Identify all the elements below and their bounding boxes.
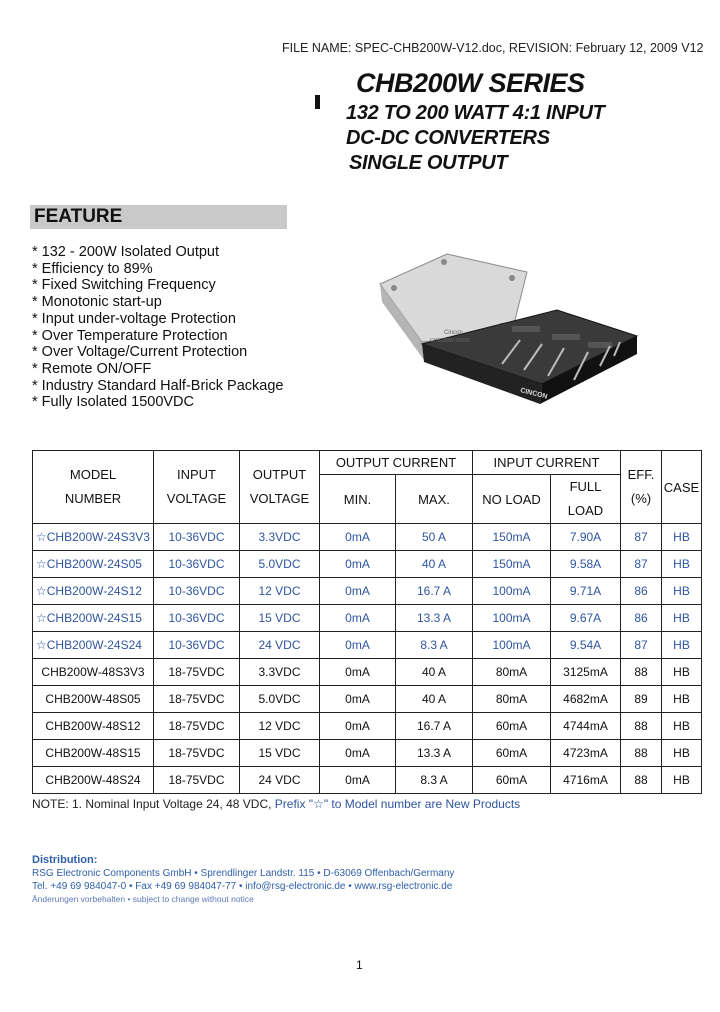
cell-no-load: 150mA bbox=[473, 551, 551, 578]
cell-eff: 87 bbox=[621, 551, 662, 578]
table-row bbox=[33, 686, 702, 713]
table-row bbox=[33, 524, 702, 551]
cell-case: HB bbox=[662, 767, 702, 794]
cell-full-load: 9.71A bbox=[551, 578, 621, 605]
header-min: MIN. bbox=[320, 475, 396, 524]
cell-no-load: 80mA bbox=[473, 686, 551, 713]
table-note bbox=[32, 797, 520, 811]
cell-model: CHB200W-48S3V3 bbox=[33, 659, 154, 686]
cell-input-voltage: 10-36VDC bbox=[154, 551, 240, 578]
cell-case: HB bbox=[662, 686, 702, 713]
cell-max-current: 40 A bbox=[396, 659, 473, 686]
cell-model: ☆CHB200W-24S12 bbox=[33, 578, 154, 605]
distribution-block bbox=[32, 854, 454, 906]
cell-max-current: 13.3 A bbox=[396, 740, 473, 767]
distribution-disclaimer: Änderungen vorbehalten • subject to change without notice bbox=[32, 894, 254, 904]
cell-max-current: 40 A bbox=[396, 686, 473, 713]
spec-table bbox=[32, 450, 702, 794]
cell-no-load: 100mA bbox=[473, 578, 551, 605]
cell-output-voltage: 12 VDC bbox=[240, 578, 320, 605]
feature-item: * Remote ON/OFF bbox=[32, 360, 152, 377]
table-row bbox=[33, 605, 702, 632]
cell-model: CHB200W-48S24 bbox=[33, 767, 154, 794]
cell-full-load: 9.58A bbox=[551, 551, 621, 578]
table-row bbox=[33, 578, 702, 605]
distribution-heading: Distribution: bbox=[32, 854, 98, 866]
cell-output-voltage: 15 VDC bbox=[240, 605, 320, 632]
cell-input-voltage: 10-36VDC bbox=[154, 524, 240, 551]
cell-max-current: 8.3 A bbox=[396, 632, 473, 659]
header-model: MODEL NUMBER bbox=[33, 451, 154, 524]
cell-case: HB bbox=[662, 659, 702, 686]
cell-case: HB bbox=[662, 551, 702, 578]
series-title: CHB200W SERIES bbox=[356, 68, 585, 98]
cell-input-voltage: 18-75VDC bbox=[154, 659, 240, 686]
cell-input-voltage: 10-36VDC bbox=[154, 632, 240, 659]
cell-min-current: 0mA bbox=[320, 686, 396, 713]
feature-item: * Fully Isolated 1500VDC bbox=[32, 394, 194, 411]
feature-heading: FEATURE bbox=[30, 205, 287, 229]
table-row bbox=[33, 659, 702, 686]
cell-no-load: 80mA bbox=[473, 659, 551, 686]
feature-item: * 132 - 200W Isolated Output bbox=[32, 244, 219, 260]
cell-output-voltage: 15 VDC bbox=[240, 740, 320, 767]
header-output-current: OUTPUT CURRENT bbox=[320, 451, 473, 475]
feature-item: * Over Temperature Protection bbox=[32, 327, 228, 344]
header-max: MAX. bbox=[396, 475, 473, 524]
feature-item: * Over Voltage/Current Protection bbox=[32, 344, 248, 361]
table-row bbox=[33, 767, 702, 794]
header-full-load: FULL LOAD bbox=[551, 475, 621, 524]
cell-output-voltage: 5.0VDC bbox=[240, 551, 320, 578]
subtitle-line-2: DC-DC CONVERTERS bbox=[346, 127, 550, 149]
cell-input-voltage: 18-75VDC bbox=[154, 740, 240, 767]
header-input-current: INPUT CURRENT bbox=[473, 451, 621, 475]
page-number: 1 bbox=[356, 958, 363, 972]
cell-case: HB bbox=[662, 578, 702, 605]
feature-item: * Fixed Switching Frequency bbox=[32, 277, 216, 294]
cell-full-load: 4716mA bbox=[551, 767, 621, 794]
cell-full-load: 7.90A bbox=[551, 524, 621, 551]
cell-min-current: 0mA bbox=[320, 767, 396, 794]
cell-full-load: 4744mA bbox=[551, 713, 621, 740]
cell-max-current: 8.3 A bbox=[396, 767, 473, 794]
cell-model: CHB200W-48S15 bbox=[33, 740, 154, 767]
header-case: CASE bbox=[662, 451, 702, 524]
header-no-load: NO LOAD bbox=[473, 475, 551, 524]
cell-eff: 88 bbox=[621, 713, 662, 740]
header-output-voltage: OUTPUT VOLTAGE bbox=[240, 451, 320, 524]
cell-no-load: 60mA bbox=[473, 740, 551, 767]
cell-model: ☆CHB200W-24S3V3 bbox=[33, 524, 154, 551]
cell-min-current: 0mA bbox=[320, 524, 396, 551]
cell-max-current: 50 A bbox=[396, 524, 473, 551]
cell-model: CHB200W-48S05 bbox=[33, 686, 154, 713]
header-eff: EFF. (%) bbox=[621, 451, 662, 524]
cell-input-voltage: 10-36VDC bbox=[154, 605, 240, 632]
cell-eff: 88 bbox=[621, 659, 662, 686]
feature-item: * Monotonic start-up bbox=[32, 294, 162, 311]
cell-eff: 89 bbox=[621, 686, 662, 713]
subtitle-line-3: SINGLE OUTPUT bbox=[349, 152, 508, 174]
cell-output-voltage: 3.3VDC bbox=[240, 659, 320, 686]
feature-item: * Industry Standard Half-Brick Package bbox=[32, 377, 284, 394]
cell-input-voltage: 18-75VDC bbox=[154, 686, 240, 713]
cell-output-voltage: 12 VDC bbox=[240, 713, 320, 740]
file-name: FILE NAME: SPEC-CHB200W-V12.doc, REVISION: February 12, 2009 V12 bbox=[282, 41, 704, 55]
cell-eff: 87 bbox=[621, 632, 662, 659]
cell-case: HB bbox=[662, 605, 702, 632]
cell-min-current: 0mA bbox=[320, 740, 396, 767]
distribution-address: RSG Electronic Components GmbH • Sprendlinger Landstr. 115 • D-63069 Offenbach/Germany bbox=[32, 868, 455, 879]
cell-no-load: 150mA bbox=[473, 524, 551, 551]
cell-full-load: 9.67A bbox=[551, 605, 621, 632]
cell-case: HB bbox=[662, 740, 702, 767]
cell-min-current: 0mA bbox=[320, 659, 396, 686]
cell-max-current: 16.7 A bbox=[396, 578, 473, 605]
cell-min-current: 0mA bbox=[320, 578, 396, 605]
cell-case: HB bbox=[662, 713, 702, 740]
table-row bbox=[33, 740, 702, 767]
cell-full-load: 4682mA bbox=[551, 686, 621, 713]
table-row bbox=[33, 713, 702, 740]
feature-item: * Efficiency to 89% bbox=[32, 260, 153, 277]
title-marker bbox=[315, 95, 320, 109]
table-row bbox=[33, 551, 702, 578]
module-label-model: CHB200W-24S05 bbox=[430, 338, 470, 344]
cell-min-current: 0mA bbox=[320, 605, 396, 632]
cell-min-current: 0mA bbox=[320, 632, 396, 659]
cell-max-current: 13.3 A bbox=[396, 605, 473, 632]
cell-min-current: 0mA bbox=[320, 713, 396, 740]
cell-case: HB bbox=[662, 632, 702, 659]
cell-output-voltage: 24 VDC bbox=[240, 767, 320, 794]
cell-no-load: 60mA bbox=[473, 767, 551, 794]
module-label-brand: Cincon bbox=[444, 330, 463, 336]
cell-model: ☆CHB200W-24S05 bbox=[33, 551, 154, 578]
cell-eff: 88 bbox=[621, 767, 662, 794]
cell-input-voltage: 10-36VDC bbox=[154, 578, 240, 605]
table-row bbox=[33, 632, 702, 659]
cell-output-voltage: 5.0VDC bbox=[240, 686, 320, 713]
cell-full-load: 9.54A bbox=[551, 632, 621, 659]
feature-item: * Input under-voltage Protection bbox=[32, 310, 236, 327]
distribution-contact: Tel. +49 69 984047-0 • Fax +49 69 984047-77 • info@rsg-electronic.de • www.rsg-electronic.de bbox=[32, 881, 453, 892]
cell-no-load: 100mA bbox=[473, 632, 551, 659]
header-input-voltage: INPUT VOLTAGE bbox=[154, 451, 240, 524]
note-text: NOTE: 1. Nominal Input Voltage 24, 48 VDC, bbox=[32, 797, 275, 811]
cell-output-voltage: 3.3VDC bbox=[240, 524, 320, 551]
cell-no-load: 100mA bbox=[473, 605, 551, 632]
cell-case: HB bbox=[662, 524, 702, 551]
module-label-bottom: CINCON bbox=[519, 387, 549, 401]
cell-full-load: 4723mA bbox=[551, 740, 621, 767]
cell-max-current: 16.7 A bbox=[396, 713, 473, 740]
note-new-products: Prefix "☆" to Model number are New Products bbox=[274, 797, 521, 811]
cell-input-voltage: 18-75VDC bbox=[154, 713, 240, 740]
subtitle-line-1: 132 TO 200 WATT 4:1 INPUT bbox=[346, 102, 605, 124]
cell-eff: 88 bbox=[621, 740, 662, 767]
cell-max-current: 40 A bbox=[396, 551, 473, 578]
cell-full-load: 3125mA bbox=[551, 659, 621, 686]
cell-min-current: 0mA bbox=[320, 551, 396, 578]
cell-model: CHB200W-48S12 bbox=[33, 713, 154, 740]
cell-model: ☆CHB200W-24S24 bbox=[33, 632, 154, 659]
cell-no-load: 60mA bbox=[473, 713, 551, 740]
feature-list bbox=[32, 244, 283, 411]
product-photo bbox=[352, 244, 652, 414]
cell-eff: 87 bbox=[621, 524, 662, 551]
cell-eff: 86 bbox=[621, 578, 662, 605]
cell-input-voltage: 18-75VDC bbox=[154, 767, 240, 794]
cell-eff: 86 bbox=[621, 605, 662, 632]
cell-model: ☆CHB200W-24S15 bbox=[33, 605, 154, 632]
cell-output-voltage: 24 VDC bbox=[240, 632, 320, 659]
